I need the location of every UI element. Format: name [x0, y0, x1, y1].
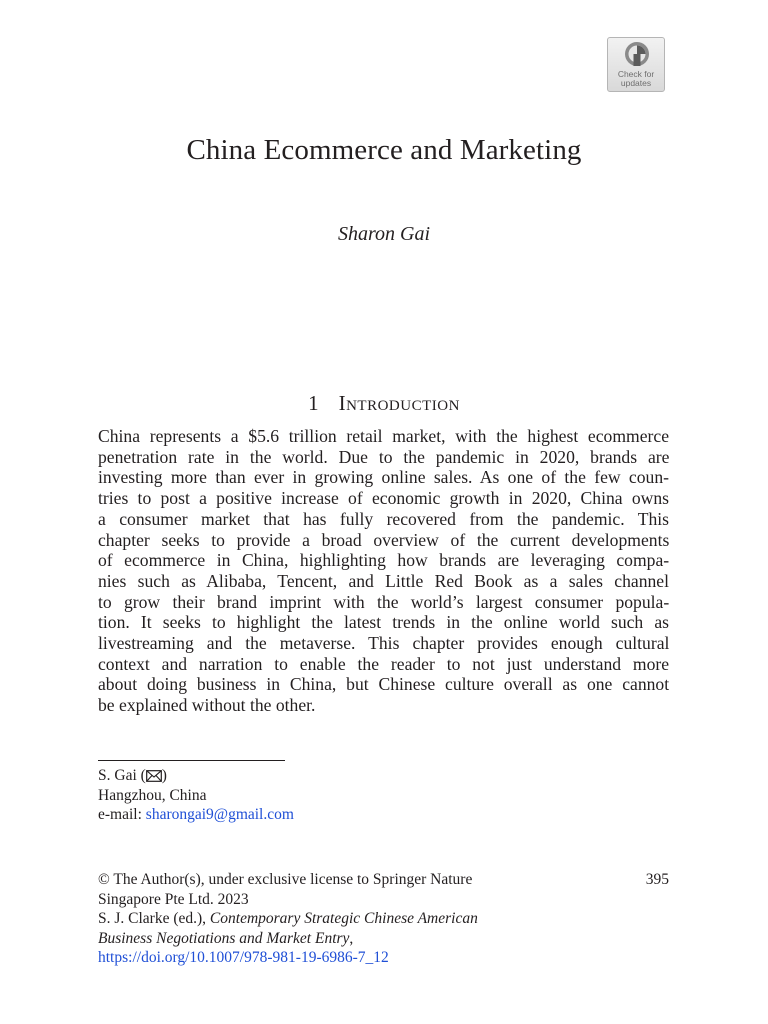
- check-for-updates-label: [608, 70, 664, 88]
- body-line: tries to post a positive increase of economic growth in 2020, China owns: [98, 488, 669, 509]
- body-line: be explained without the other.: [98, 695, 316, 716]
- book-citation-line-1: [98, 909, 548, 929]
- body-line: context and narration to enable the reader to not just understand more: [98, 653, 670, 674]
- check-for-updates-badge[interactable]: [607, 37, 665, 92]
- section-number: 1: [308, 391, 319, 415]
- body-line: chapter seeks to provide a broad overview of the current developments: [98, 529, 670, 550]
- email-label: e-mail:: [98, 806, 146, 823]
- editor-prefix: S. J. Clarke (ed.),: [98, 910, 210, 927]
- book-title-part-1: Contemporary Strategic Chinese American: [209, 910, 478, 927]
- chapter-title: China Ecommerce and Marketing: [186, 134, 582, 166]
- copyright-block: [98, 870, 548, 968]
- body-line: a consumer market that has fully recovered from the pandemic. This: [98, 508, 669, 529]
- chapter-author: Sharon Gai: [337, 223, 431, 245]
- page-number: 395: [645, 871, 669, 888]
- introduction-paragraph: [98, 426, 669, 716]
- book-citation-line-2: [98, 929, 548, 949]
- book-title-part-2: Business Negotiations and Market Entry: [98, 929, 350, 947]
- body-line: to grow their brand imprint with the world’s largest consumer popula-: [98, 591, 670, 612]
- affiliation-name-close: ): [161, 767, 167, 784]
- affiliation-name: S. Gai (: [98, 767, 146, 784]
- affiliation-name-line: [98, 766, 294, 786]
- body-line: China represents a $5.6 trillion retail market, with the highest ecommerce: [98, 426, 669, 446]
- body-line: of ecommerce in China, highlighting how brands are leveraging compa-: [98, 550, 670, 571]
- affiliation-email-line: [98, 805, 294, 825]
- copyright-line-2: Singapore Pte Ltd. 2023: [98, 890, 249, 908]
- crossmark-icon: [624, 41, 650, 67]
- author-affiliation: [98, 766, 294, 825]
- envelope-icon[interactable]: [146, 770, 162, 782]
- section-heading: [0, 391, 768, 416]
- affiliation-location: Hangzhou, China: [98, 786, 207, 804]
- doi-line: [98, 948, 548, 968]
- badge-text-line2: updates: [620, 78, 652, 88]
- body-line: tion. It seeks to highlight the latest trends in the online world such as: [98, 612, 669, 633]
- body-line: livestreaming and the metaverse. This chapter provides enough cultural: [98, 633, 670, 654]
- footnote-divider: [98, 760, 285, 761]
- doi-link[interactable]: https://doi.org/10.1007/978-981-19-6986-7_12: [98, 949, 389, 966]
- copyright-line-1: © The Author(s), under exclusive license to Springer Nature: [98, 871, 473, 888]
- email-link[interactable]: sharongai9@gmail.com: [145, 806, 294, 823]
- body-line: investing more than ever in growing online sales. As one of the few coun-: [98, 467, 669, 488]
- body-line: penetration rate in the world. Due to the pandemic in 2020, brands are: [98, 446, 670, 467]
- body-line: nies such as Alibaba, Tencent, and Little Red Book as a sales channel: [98, 570, 670, 591]
- section-name: Introduction: [338, 391, 460, 415]
- book-title-comma: ,: [349, 929, 354, 947]
- badge-text-line1: Check for: [617, 69, 655, 79]
- body-line: about doing business in China, but Chinese culture overall as one cannot: [98, 674, 670, 695]
